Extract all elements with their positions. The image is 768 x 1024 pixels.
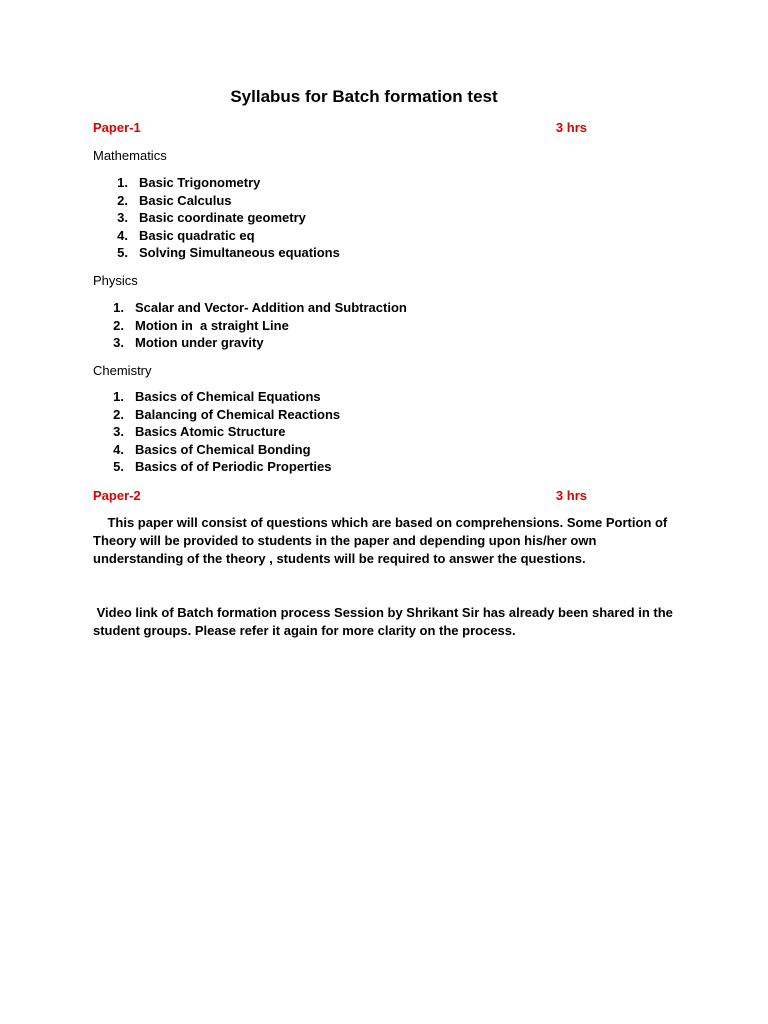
list-item: 1. Scalar and Vector- Addition and Subtraction bbox=[113, 300, 407, 315]
list-item: 3. Basics Atomic Structure bbox=[113, 424, 286, 440]
list-item: 2. Balancing of Chemical Reactions bbox=[113, 406, 341, 422]
list-item: 2. Basic Calculus bbox=[117, 192, 232, 208]
chemistry-heading: Chemistry bbox=[93, 363, 152, 378]
paper-2-description: This paper will consist of questions which are based on comprehensions. Some Portion of Theory will be provided to students in the paper and depending upon his/her own understanding of the theory , students will be required to answer the questions. bbox=[93, 515, 671, 566]
list-item: 4. Basic quadratic eq bbox=[117, 227, 255, 243]
page-title: Syllabus for Batch formation test bbox=[230, 87, 498, 106]
paper-2-header bbox=[93, 488, 587, 503]
list-item: 5. Basics of of Periodic Properties bbox=[113, 459, 332, 475]
paper-1-label: Paper-1 bbox=[93, 120, 141, 135]
list-item: 5. Solving Simultaneous equations bbox=[117, 245, 340, 261]
physics-heading: Physics bbox=[93, 273, 138, 288]
chemistry-list bbox=[104, 388, 340, 476]
list-item: 3. Basic coordinate geometry bbox=[117, 210, 306, 226]
mathematics-heading: Mathematics bbox=[93, 148, 167, 163]
video-note: Video link of Batch formation process Session by Shrikant Sir has already been shared in the student groups. Please refer it again for more clarity on the process. bbox=[93, 605, 677, 638]
paper-1-header bbox=[93, 120, 587, 135]
list-item: 1. Basic Trigonometry bbox=[117, 175, 261, 190]
list-item: 3. Motion under gravity bbox=[113, 335, 264, 351]
paper-2-duration: 3 hrs bbox=[555, 488, 587, 503]
list-item: 1. Basics of Chemical Equations bbox=[113, 389, 321, 404]
list-item: 2. Motion in a straight Line bbox=[113, 317, 289, 333]
physics-list bbox=[104, 299, 407, 352]
paper-1-duration: 3 hrs bbox=[555, 120, 587, 135]
mathematics-list bbox=[108, 174, 340, 262]
list-item: 4. Basics of Chemical Bonding bbox=[113, 441, 311, 457]
paper-2-label: Paper-2 bbox=[93, 488, 141, 503]
